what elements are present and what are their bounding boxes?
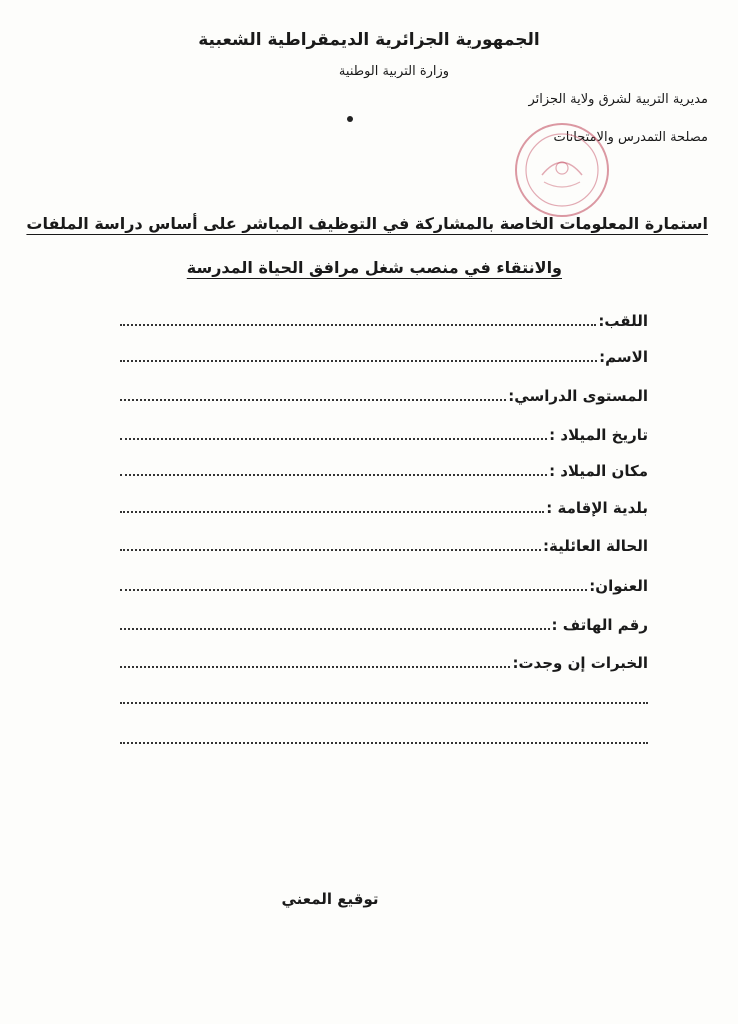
field-birth-place[interactable] <box>120 458 648 480</box>
fill-line <box>120 437 547 440</box>
field-surname[interactable] <box>120 308 648 330</box>
fill-line <box>120 548 541 551</box>
service-label: مصلحة التمدرس والامتحانات <box>553 130 708 145</box>
directorate-label: مديرية التربية لشرق ولاية الجزائر <box>528 92 708 107</box>
field-education-level[interactable] <box>120 383 648 405</box>
fill-line <box>120 473 547 476</box>
experience-extra-line[interactable] <box>120 701 648 704</box>
bullet-mark <box>347 116 353 122</box>
fill-line <box>120 627 550 630</box>
field-label: المستوى الدراسي: <box>508 387 648 405</box>
field-label: مكان الميلاد : <box>549 462 648 480</box>
field-address[interactable] <box>120 573 648 595</box>
fill-line <box>120 323 596 326</box>
field-label: الخبرات إن وجدت: <box>512 654 648 672</box>
field-birth-date[interactable] <box>120 422 648 444</box>
field-marital-status[interactable] <box>120 533 648 555</box>
fill-line <box>120 588 587 591</box>
field-label: تاريخ الميلاد : <box>549 426 648 444</box>
form-title-line1: استمارة المعلومات الخاصة بالمشاركة في التوظيف المباشر على أساس دراسة الملفات <box>26 214 708 233</box>
fill-line <box>120 665 510 668</box>
field-label: الاسم: <box>599 348 648 366</box>
field-label: الحالة العائلية: <box>542 537 648 555</box>
republic-header: الجمهورية الجزائرية الديمقراطية الشعبية <box>198 30 540 50</box>
field-residence-municipality[interactable] <box>120 495 648 517</box>
form-title-line2: والانتقاء في منصب شغل مرافق الحياة المدرسة <box>186 258 562 277</box>
field-label: رقم الهاتف : <box>551 616 648 634</box>
field-label: بلدية الإقامة : <box>546 499 648 517</box>
field-label: العنوان: <box>589 577 648 595</box>
experience-extra-line[interactable] <box>120 741 648 744</box>
fill-line <box>120 359 597 362</box>
field-label: اللقب: <box>598 312 648 330</box>
ministry-header: وزارة التربية الوطنية <box>338 64 450 79</box>
field-experience[interactable] <box>120 650 648 672</box>
field-first-name[interactable] <box>120 344 648 366</box>
fill-line <box>120 398 506 401</box>
signature-label: توقيع المعني <box>281 890 379 908</box>
fill-line <box>120 510 544 513</box>
official-seal-icon <box>512 120 612 220</box>
field-phone-number[interactable] <box>120 612 648 634</box>
